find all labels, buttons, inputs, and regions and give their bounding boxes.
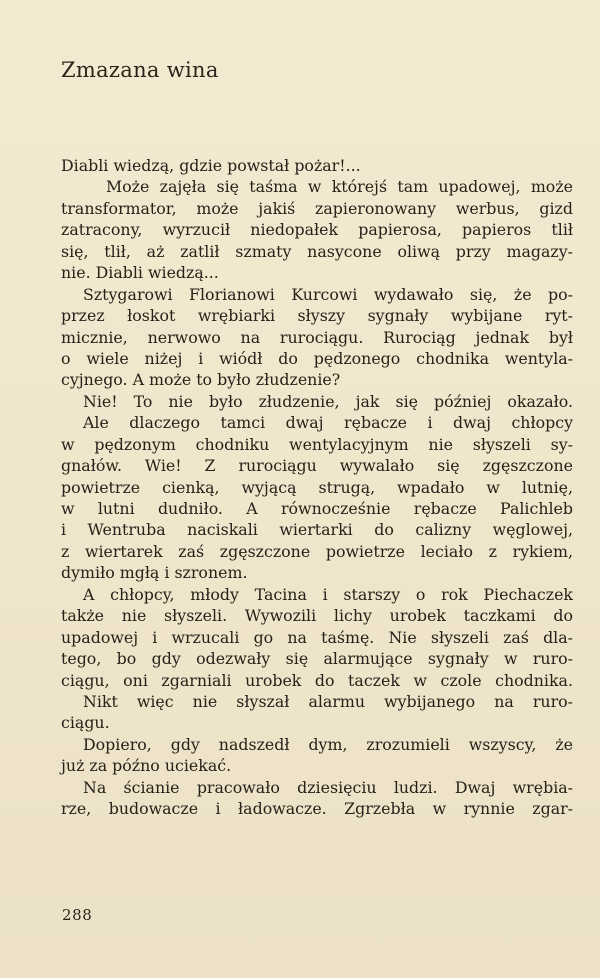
text-line: micznie, nerwowo na rurociągu. Rurociąg jednak był: [61, 327, 573, 347]
text-line: z wiertarek zaś zgęszczone powietrze leciało z rykiem,: [61, 541, 573, 561]
text-line: gnałów. Wie! Z rurociągu wywalało się zgęszczone: [61, 456, 573, 476]
text-line: dymiło mgłą i szronem.: [61, 563, 248, 583]
text-line: już za późno uciekać.: [61, 756, 232, 776]
text-line: Dopiero, gdy nadszedł dym, zrozumieli wszyscy, że: [83, 734, 573, 754]
text-line: Może zajęła się taśma w którejś tam upadowej, może: [106, 177, 573, 197]
text-line: upadowej i wrzucali go na taśmę. Nie słyszeli zaś dla-: [61, 627, 573, 647]
text-line: powietrze cienką, wyjącą strugą, wpadało w lutnię,: [61, 477, 573, 497]
text-line: tego, bo gdy odezwały się alarmujące sygnały w ruro-: [61, 649, 573, 669]
text-line: Nie! To nie było złudzenie, jak się później okazało.: [83, 391, 573, 411]
text-line: rze, budowacze i ładowacze. Zgrzebła w rynnie zgar-: [61, 799, 573, 819]
running-head: Zmazana wina: [61, 58, 219, 82]
text-line: i Wentruba naciskali wiertarki do calizny węglowej,: [61, 520, 573, 540]
text-line: cyjnego. A może to było złudzenie?: [61, 370, 341, 390]
text-line: Nikt więc nie słyszał alarmu wybijanego na ruro-: [83, 691, 573, 711]
body-text: [61, 155, 573, 820]
text-line: także nie słyszeli. Wywozili lichy urobek taczkami do: [61, 606, 573, 626]
text-line: Sztygarowi Florianowi Kurcowi wydawało się, że po-: [83, 284, 573, 304]
text-line: się, tlił, aż zatlił szmaty nasycone oliwą przy magazy-: [61, 241, 573, 261]
text-line: w lutni dudniło. A równocześnie rębacze Palichleb: [61, 499, 573, 518]
text-line: przez łoskot wrębiarki słyszy sygnały wybijane ryt-: [61, 306, 573, 326]
text-line: A chłopcy, młody Tacina i starszy o rok Piechaczek: [83, 584, 573, 604]
text-line: o wiele niżej i wiódł do pędzonego chodnika wentyla-: [61, 348, 573, 368]
text-line: ciągu.: [61, 713, 110, 733]
text-line: Na ścianie pracowało dziesięciu ludzi. Dwaj wrębia-: [83, 777, 573, 797]
page-number: 288: [62, 906, 93, 924]
text-line: ciągu, oni zgarniali urobek do taczek w czole chodnika.: [61, 670, 573, 690]
text-line: Diabli wiedzą, gdzie powstał pożar!...: [61, 156, 361, 175]
text-line: w pędzonym chodniku wentylacyjnym nie słyszeli sy-: [61, 434, 573, 454]
text-line: nie. Diabli wiedzą...: [61, 263, 219, 283]
text-line: transformator, może jakiś zapieronowany werbus, gizd: [61, 198, 573, 218]
text-line: Ale dlaczego tamci dwaj rębacze i dwaj chłopcy: [83, 413, 573, 433]
text-line: zatracony, wyrzucił niedopałek papierosa, papieros tlił: [61, 220, 573, 240]
